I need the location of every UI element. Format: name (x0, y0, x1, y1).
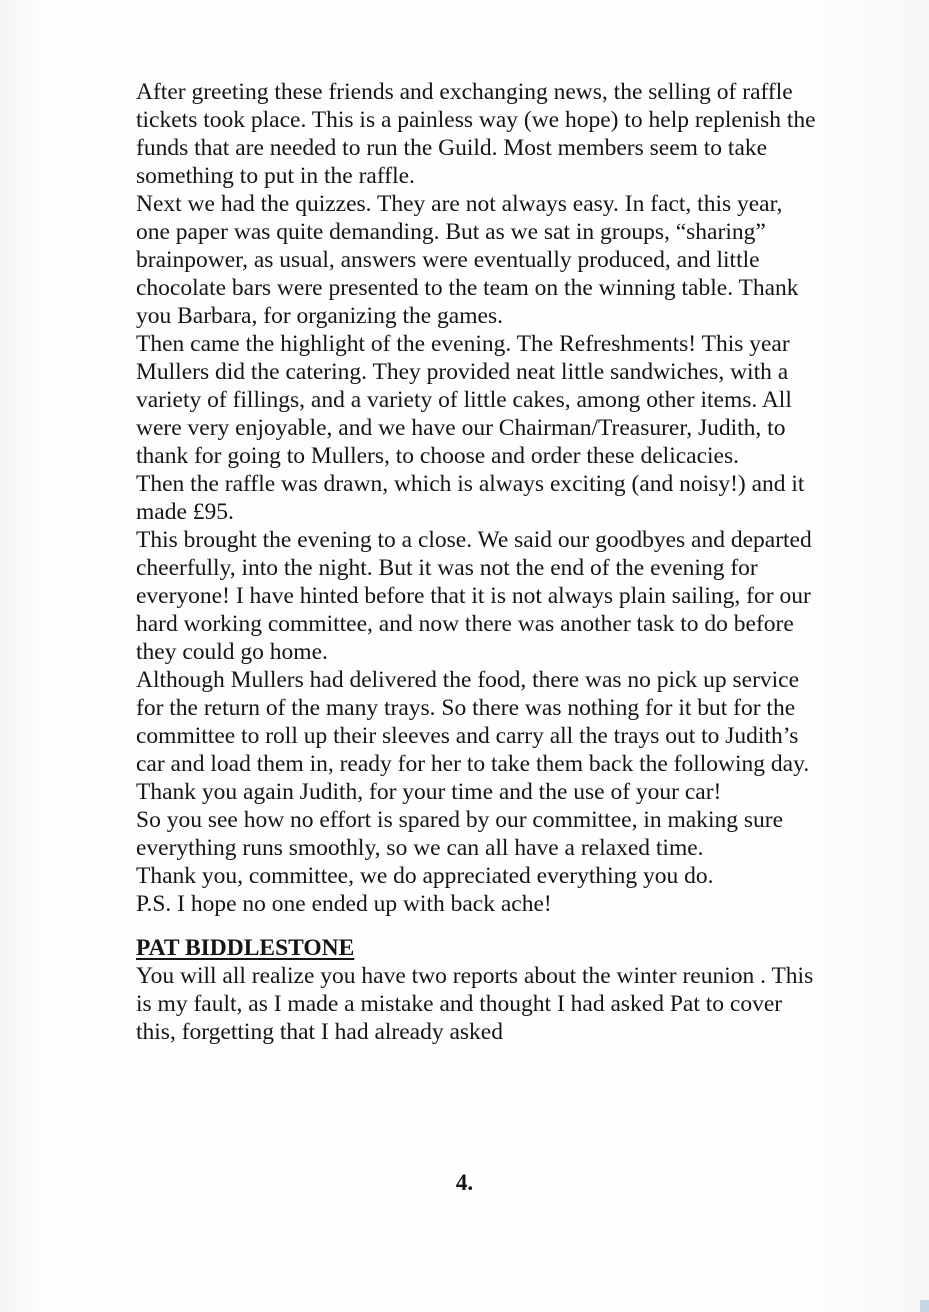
paragraph-raffle-drawn: Then the raffle was drawn, which is always exciting (and noisy!) and it made £95. (136, 471, 805, 525)
section-heading: PAT BIDDLESTONE (136, 935, 355, 961)
paragraph-raffle-tickets: After greeting these friends and exchanging news, the selling of raffle tickets took place. This is a painless way (we hope) to help replenish the funds that are needed to run the Guild. Most members seem to take something to put in the raffle. (136, 79, 816, 189)
page-number: 4. (455, 1170, 474, 1195)
paragraph-trays: Although Mullers had delivered the food, there was no pick up service for the return of the many trays. So there was nothing for it but for the committee to roll up their sleeves and carry all the trays out to Judith’s car and load them in, ready for her to take them back the following day. Thank you again Judith, for your time and the use of your car! (136, 667, 810, 805)
paragraph-postscript: P.S. I hope no one ended up with back ache! (136, 891, 552, 917)
paragraph-evening-close: This brought the evening to a close. We said our goodbyes and departed cheerfully, into the night. But it was not the end of the evening for everyone! I have hinted before that it is not always plain sailing, for our hard working committee, and now there was another task to do before they could go home. (136, 527, 812, 665)
paragraph-thank-you-committee: Thank you, committee, we do appreciated everything you do. (136, 863, 714, 889)
paragraph-no-effort-spared: So you see how no effort is spared by our committee, in making sure everything runs smoothly, so we can all have a relaxed time. (136, 807, 783, 861)
paragraph-refreshments: Then came the highlight of the evening. The Refreshments! This year Mullers did the catering. They provided neat little sandwiches, with a variety of fillings, and a variety of little cakes, among other items. All were very enjoyable, and we have our Chairman/Treasurer, Judith, to thank for going to Mullers, to choose and order these delicacies. (136, 331, 792, 469)
paragraph-quizzes: Next we had the quizzes. They are not always easy. In fact, this year, one paper was quite demanding. But as we sat in groups, “sharing” brainpower, as usual, answers were eventually produced, and little chocolate bars were presented to the team on the winning table. Thank you Barbara, for organizing the games. (136, 191, 799, 329)
page-body (136, 78, 816, 1046)
scan-corner-mark (920, 1300, 929, 1312)
section-paragraph: You will all realize you have two reports about the winter reunion . This is my fault, as I made a mistake and thought I had asked Pat to cover this, forgetting that I had already asked (136, 963, 814, 1045)
